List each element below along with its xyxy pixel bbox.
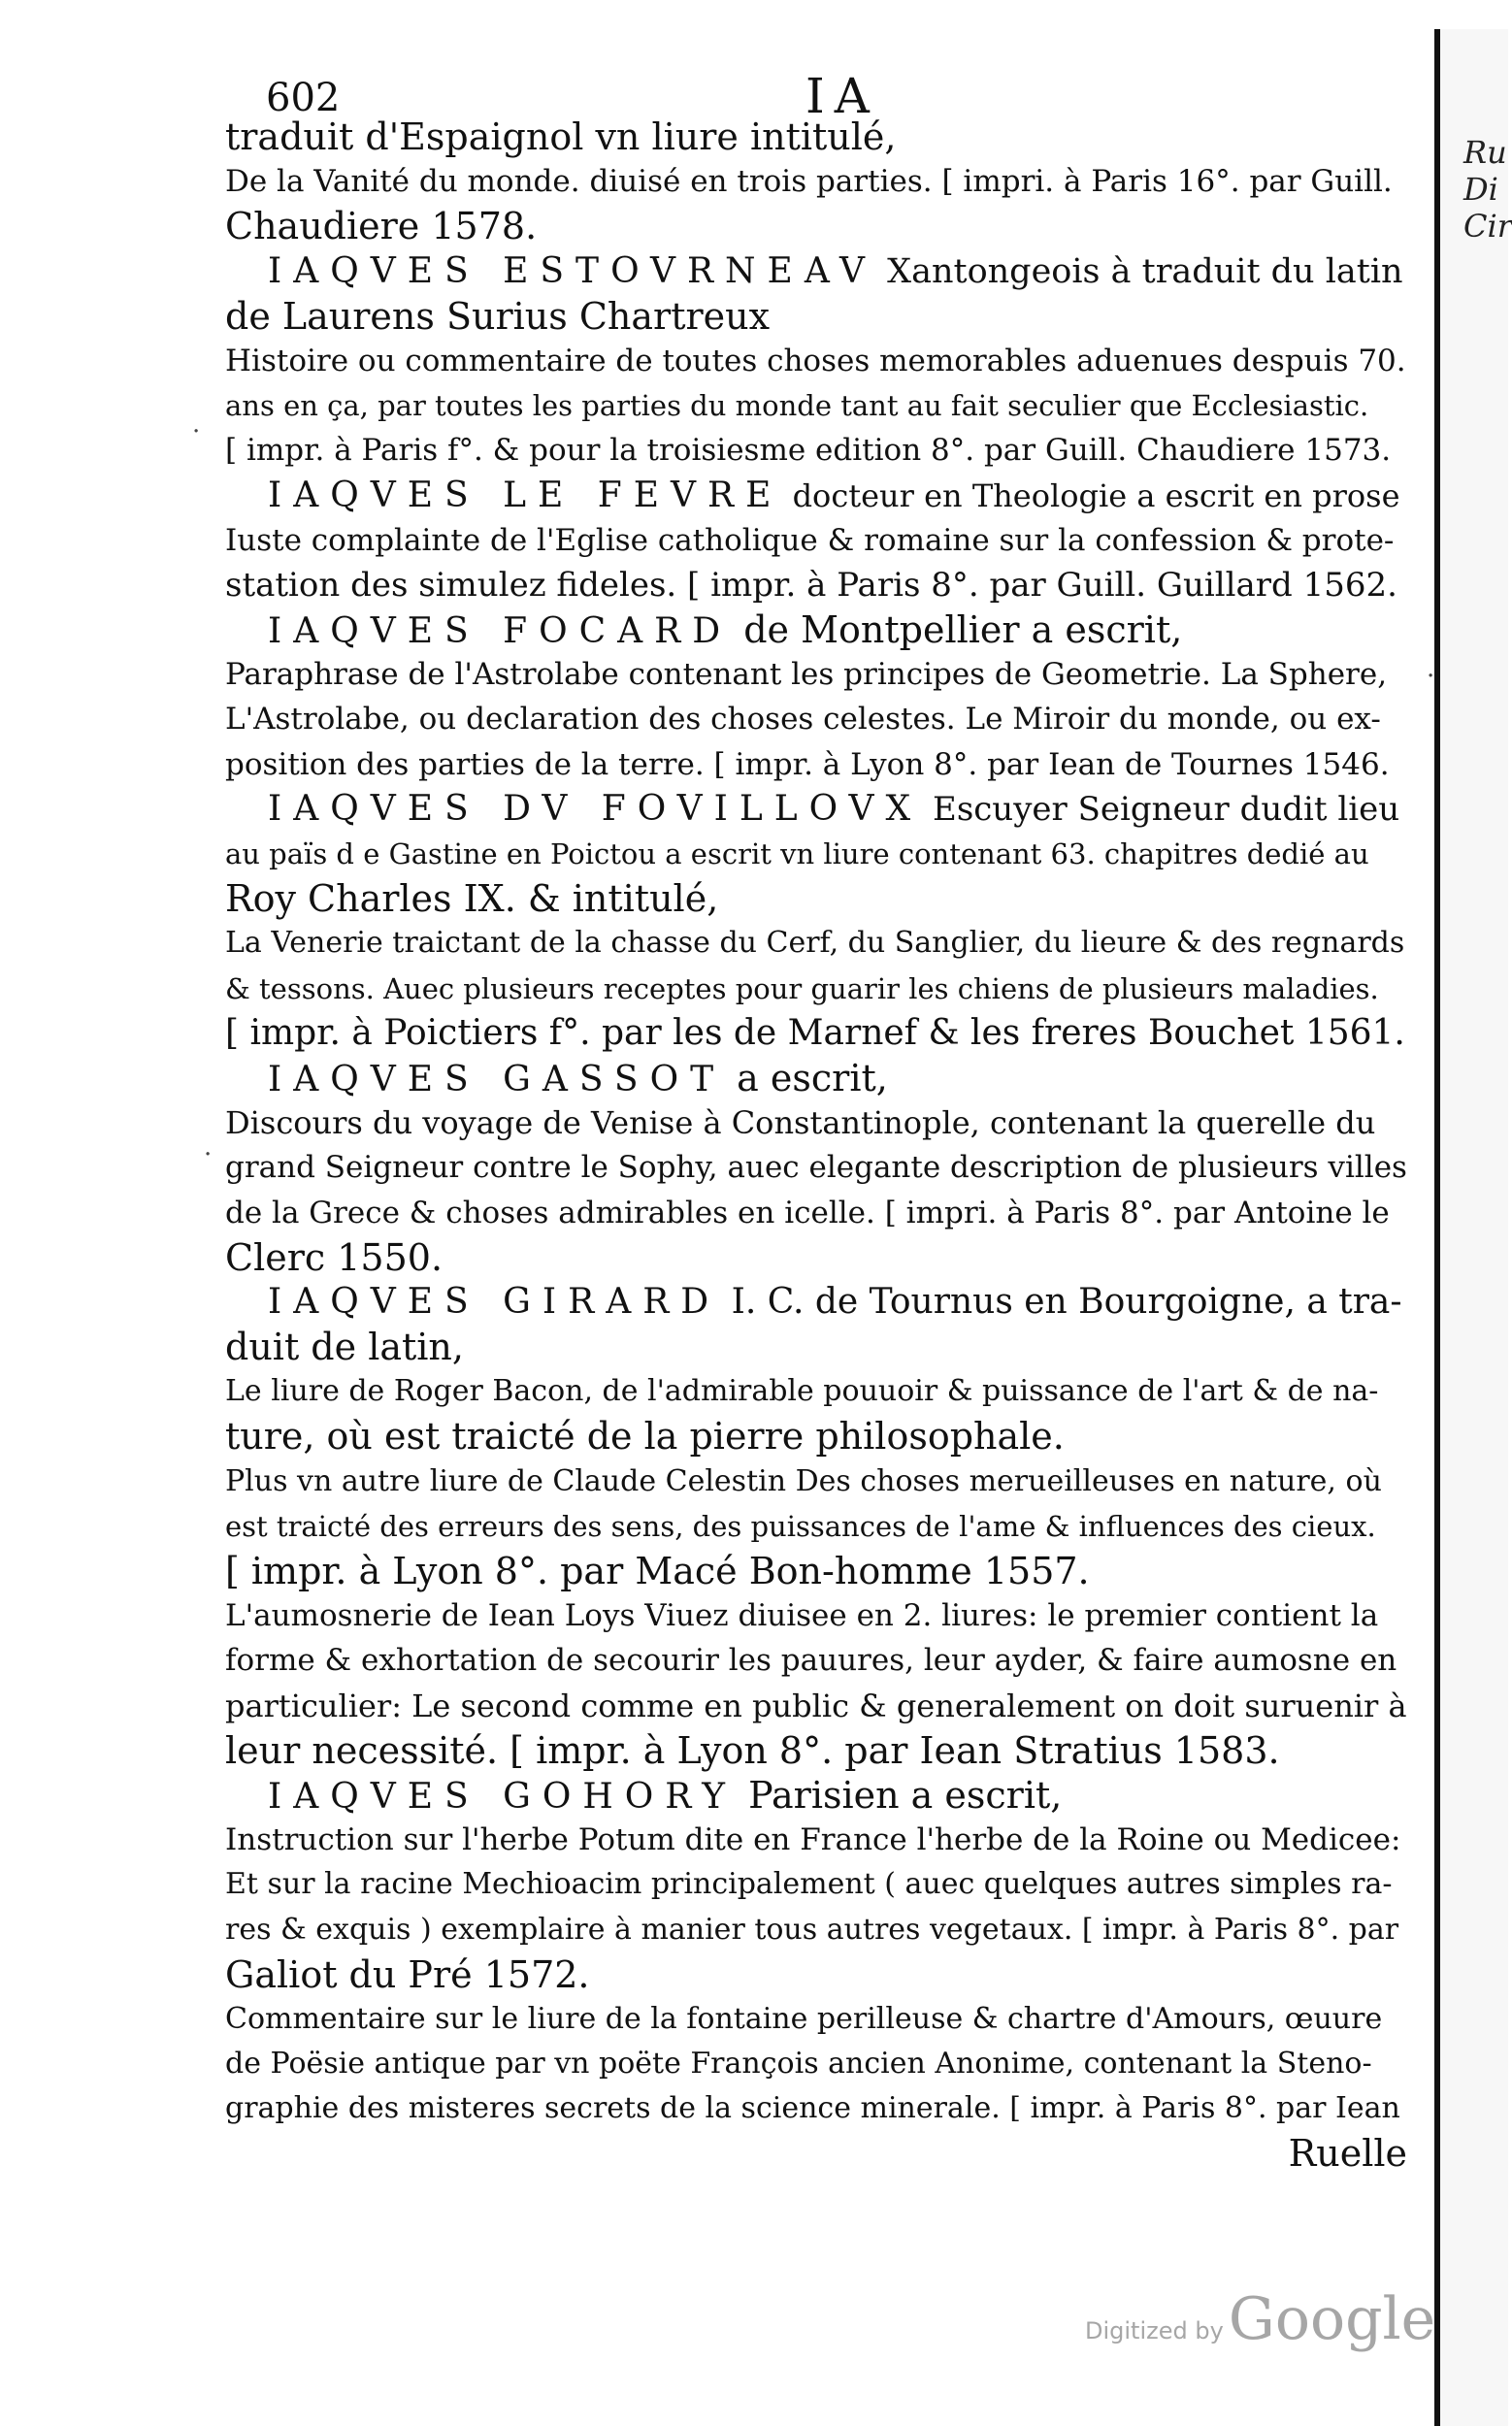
text-line	[225, 294, 1407, 339]
line-text: Commentaire sur le liure de la fontaine perilleuse & chartre d'Amours, œuure	[225, 2001, 1383, 2036]
entry-heading-line	[225, 474, 1407, 518]
adjacent-page-edge	[1434, 29, 1508, 2426]
entry-heading-line	[225, 1280, 1407, 1325]
page-number: 602	[266, 76, 341, 120]
text-line	[225, 967, 1407, 1011]
text-line	[225, 383, 1407, 428]
text-line	[225, 876, 1407, 921]
line-text: Le liure de Roger Bacon, de l'admirable pouuoir & puissance de l'art & de na-	[225, 1374, 1379, 1409]
text-line	[225, 1011, 1407, 1056]
author-name: IAQVES ESTOVRNEAV	[268, 250, 877, 291]
entry-heading-line	[225, 787, 1407, 832]
text-line	[225, 1728, 1407, 1773]
line-text: est traicté des erreurs des sens, des puissances de l'ame & influences des cieux.	[225, 1509, 1376, 1543]
text-line	[225, 921, 1407, 966]
entry-heading-line	[225, 1773, 1407, 1818]
margin-text: Cir	[1463, 208, 1512, 245]
line-text: La Venerie traictant de la chasse du Cerf, du Sanglier, du lieure & des regnards	[225, 926, 1405, 961]
text-line	[225, 159, 1407, 204]
line-text: ans en ça, par toutes les parties du monde tant au fait seculier que Ecclesiastic.	[225, 389, 1369, 423]
line-text: grand Seigneur contre le Sophy, auec elegante description de plusieurs villes	[225, 1150, 1407, 1186]
line-text: Iuste complainte de l'Eglise catholique & romaine sur la confession & prote-	[225, 522, 1395, 558]
line-text: ture, où est traicté de la pierre philosophale.	[225, 1415, 1065, 1459]
line-text: Plus vn autre liure de Claude Celestin Des choses merueilleuses en nature, où	[225, 1463, 1382, 1498]
line-text: Paraphrase de l'Astrolabe contenant les principes de Geometrie. La Sphere,	[225, 657, 1388, 693]
text-line	[225, 1459, 1407, 1504]
line-text: Instruction sur l'herbe Potum dite en France l'herbe de la Roine ou Medicee:	[225, 1822, 1401, 1858]
body-text	[225, 115, 1407, 2177]
text-line	[225, 652, 1407, 697]
entry-description: a escrit,	[725, 1056, 888, 1099]
entry-description: I. C. de Tournus en Bourgoigne, a tra-	[720, 1281, 1402, 1322]
line-text: L'aumosnerie de Iean Loys Viuez diuisee en 2. liures: le premier contient la	[225, 1598, 1379, 1634]
line-text: Et sur la racine Mechioacim principalement ( auec quelques autres simples ra-	[225, 1867, 1393, 1902]
text-line	[225, 1638, 1407, 1683]
stray-mark: ·	[204, 1140, 213, 1169]
text-line	[225, 2086, 1407, 2131]
margin-text: Di	[1463, 171, 1498, 208]
author-name: IAQVES FOCARD	[268, 611, 733, 652]
text-line	[225, 1862, 1407, 1907]
entry-description: Parisien a escrit,	[737, 1773, 1063, 1817]
line-text: Discours du voyage de Venise à Constantinople, contenant la querelle du	[225, 1104, 1376, 1142]
line-text: Roy Charles IX. & intitulé,	[225, 877, 719, 921]
text-line	[225, 1952, 1407, 1997]
line-text: Histoire ou commentaire de toutes choses memorables aduenues despuis 70.	[225, 343, 1406, 378]
text-line	[225, 1145, 1407, 1190]
line-text: De la Vanité du monde. diuisé en trois parties. [ impri. à Paris 16°. par Guill.	[225, 164, 1393, 200]
author-name: IAQVES DV FOVILLOVX	[268, 788, 923, 829]
line-text: duit de latin,	[225, 1326, 464, 1369]
watermark-prefix: Digitized by	[1085, 2317, 1224, 2344]
text-line	[225, 1908, 1407, 1952]
line-text: Galiot du Pré 1572.	[225, 1952, 590, 1996]
line-text: res & exquis ) exemplaire à manier tous autres vegetaux. [ impr. à Paris 8°. par	[225, 1912, 1399, 1947]
text-line	[225, 1549, 1407, 1593]
entry-description: Escuyer Seigneur dudit lieu	[922, 789, 1400, 829]
entry-heading-line	[225, 607, 1407, 652]
author-name: IAQVES LE FEVRE	[268, 475, 783, 515]
text-line	[225, 1100, 1407, 1145]
entry-description: docteur en Theologie a escrit en prose	[782, 476, 1400, 514]
text-line	[225, 563, 1407, 607]
line-text: station des simulez fideles. [ impr. à Paris 8°. par Guill. Guillard 1562.	[225, 565, 1397, 605]
text-line	[225, 1504, 1407, 1549]
author-name: IAQVES GIRARD	[268, 1281, 721, 1322]
text-line	[225, 742, 1407, 787]
line-text: forme & exhortation de secourir les pauures, leur ayder, & faire aumosne en	[225, 1643, 1397, 1679]
text-line	[225, 518, 1407, 563]
line-text: [ impr. à Poictiers f°. par les de Marnef & les freres Bouchet 1561.	[225, 1012, 1405, 1053]
line-text: particulier: Le second comme en public & generalement on doit suruenir à	[225, 1687, 1407, 1724]
text-line	[225, 697, 1407, 741]
author-name: IAQVES GOHORY	[268, 1776, 738, 1817]
line-text: & tessons. Auec plusieurs receptes pour guarir les chiens de plusieurs maladies.	[225, 971, 1379, 1005]
line-text: leur necessité. [ impr. à Lyon 8°. par Iean Stratius 1583.	[225, 1728, 1280, 1772]
entry-heading-line	[225, 249, 1407, 294]
text-line	[225, 1414, 1407, 1459]
line-text: L'Astrolabe, ou declaration des choses celestes. Le Miroir du monde, ou ex-	[225, 702, 1381, 738]
text-line	[225, 115, 1407, 159]
text-line	[225, 1593, 1407, 1638]
text-line	[225, 1235, 1407, 1280]
line-text: position des parties de la terre. [ impr. à Lyon 8°. par Iean de Tournes 1546.	[225, 746, 1390, 782]
line-text: graphie des misteres secrets de la science minerale. [ impr. à Paris 8°. par Iean	[225, 2091, 1400, 2126]
running-head: IA	[805, 68, 879, 124]
line-text: [ impr. à Paris f°. & pour la troisiesme edition 8°. par Guill. Chaudiere 1573.	[225, 433, 1392, 469]
entry-heading-line	[225, 1056, 1407, 1100]
entry-description: de Montpellier a escrit,	[732, 608, 1183, 652]
stray-mark: ·	[1427, 662, 1435, 691]
text-line	[225, 1369, 1407, 1414]
text-line	[225, 339, 1407, 383]
text-line	[225, 832, 1407, 876]
text-line	[225, 1818, 1407, 1862]
line-text: Clerc 1550.	[225, 1235, 444, 1279]
stray-mark: ·	[192, 417, 201, 446]
text-line	[225, 428, 1407, 473]
line-text: de la Grece & choses admirables en icelle. [ impri. à Paris 8°. par Antoine le	[225, 1195, 1390, 1230]
line-text: de Laurens Surius Chartreux	[225, 294, 771, 338]
text-line	[225, 204, 1407, 248]
line-text: traduit d'Espaignol vn liure intitulé,	[225, 115, 897, 158]
text-line	[225, 1325, 1407, 1369]
entry-description: Xantongeois à traduit du latin	[876, 251, 1403, 291]
line-text: Ruelle	[1288, 2132, 1407, 2176]
line-text: de Poësie antique par vn poëte François ancien Anonime, contenant la Steno-	[225, 2047, 1372, 2082]
google-watermark	[1085, 2285, 1435, 2353]
text-line	[225, 1684, 1407, 1728]
line-text: [ impr. à Lyon 8°. par Macé Bon-homme 1557.	[225, 1550, 1090, 1592]
google-logo: Google	[1228, 2285, 1436, 2353]
text-line	[225, 1191, 1407, 1235]
text-line	[225, 2042, 1407, 2086]
line-text: au païs d e Gastine en Poictou a escrit vn liure contenant 63. chapitres dedié au	[225, 837, 1369, 870]
margin-text: Ru	[1463, 134, 1507, 171]
text-line	[225, 2131, 1407, 2176]
author-name: IAQVES GASSOT	[268, 1059, 726, 1099]
line-text: Chaudiere 1578.	[225, 205, 538, 248]
text-line	[225, 1997, 1407, 2042]
